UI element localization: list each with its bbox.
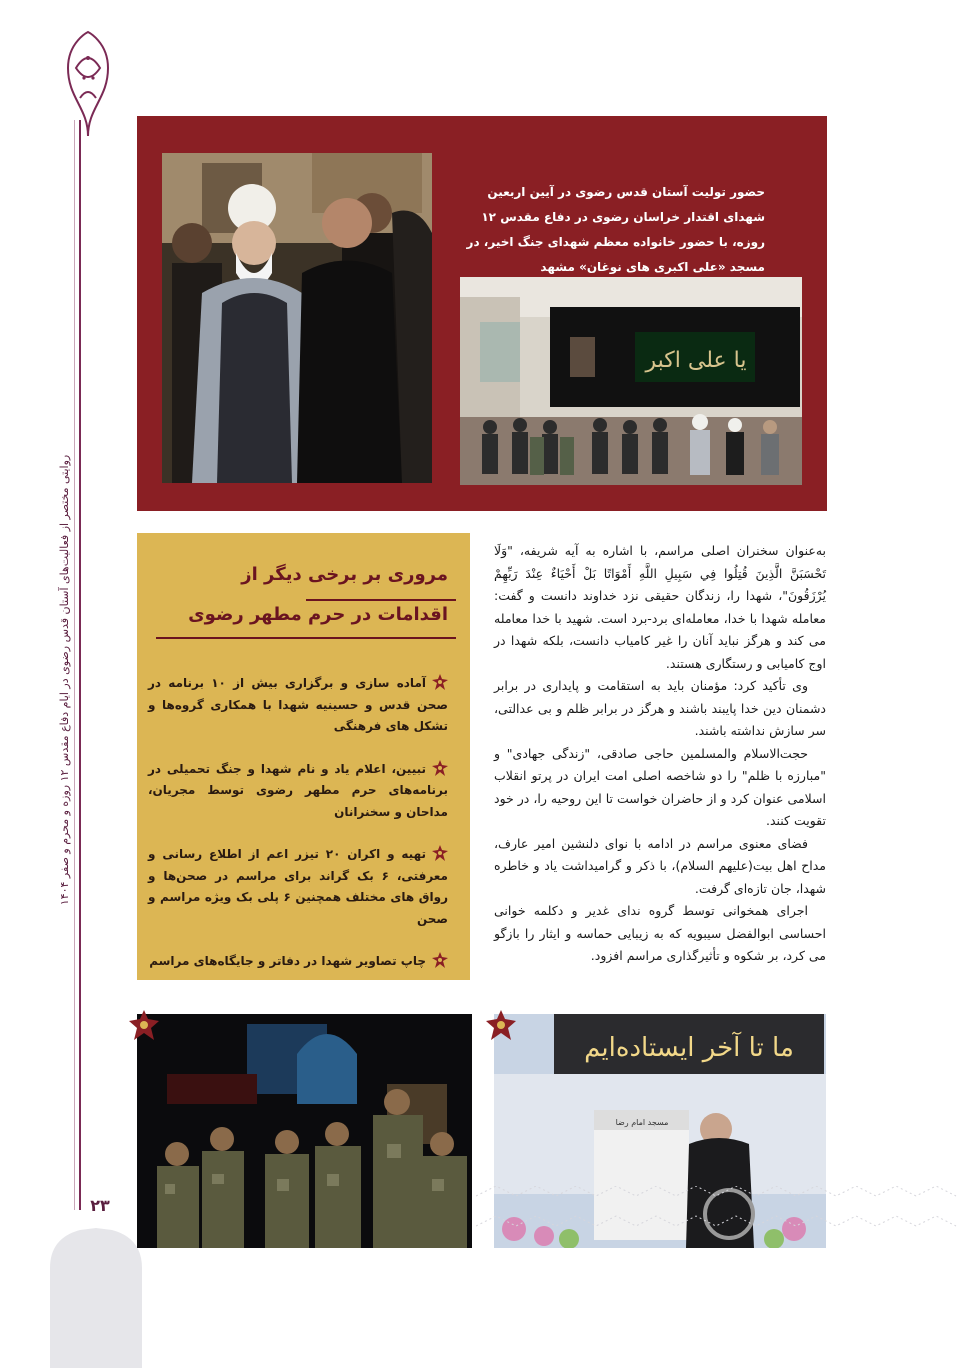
article-paragraph: به‌عنوان سخنران اصلی مراسم، با اشاره به آیه شریفه، "وَلَا تَحْسَبَنَّ الَّذِينَ قُتِلُوا فِي سَبِيلِ اللَّهِ أَمْوَاتًا بَلْ أَحْيَاءٌ عِنْدَ رَبِّهِمْ يُرْزَقُونَ"، شهدا را، زندگان حقیقی نزد خداوند دانست و گفت: معامله شهدا با خدا، معامله‌ای برد-برد است. شهید با خدا معامله می کند و هرگز نباید آنان را غیر کامیاب دانست، بلکه شهدا در اوج کامیابی و رستگاری هستند. (494, 543, 826, 671)
list-item: تهیه و اکران ۲۰ تیزر اعم از اطلاع رسانی و معرفتی، ۶ بک گراند برای مراسم در صحن‌ها و رواق های مختلف همچنین ۶ پلی بک ویژه مراسم و صحن (148, 847, 448, 926)
decorative-dot-pattern (476, 1186, 966, 1248)
article-paragraph: حجت‌الاسلام والمسلمین حاجی صادقی، "زندگی جهادی" و "مبارزه با ظلم" را دو شاخصه اصلی امت ایران در پرتو انقلاب اسلامی عنوان کرد و از حاضران خواست تا این روحیه را، در خود تقویت کنند. (494, 745, 826, 828)
list-item: آماده سازی و برگزاری بیش از ۱۰ برنامه در صحن قدس و حسینیه شهدا با همکاری گروه‌ها و تشکل های فرهنگی (148, 676, 448, 733)
article-paragraph: اجرای همخوانی توسط گروه ندای غدیر و دکلمه خوانی احساسی ابوالفضل سیبویه که به زیبایی حماسه و ایثار را بازگو می کرد، بر شکوه و تأثیرگذاری مراسم افزود. (494, 903, 826, 963)
running-title: روایتی مختصر از فعالیت‌های آستان قدس رضوی در ایام دفاع مقدس ۱۲ روزه و محرم و صفر ۱۴۰۴ (58, 454, 71, 906)
side-ornament (0, 0, 110, 1366)
page-number: ۲۳ (90, 1196, 110, 1215)
article-body (494, 540, 826, 968)
publication-logo (62, 28, 114, 138)
side-rule (79, 120, 81, 1210)
gold-title-line1: مروری بر برخی دیگر از (241, 564, 448, 585)
speaker-banner-text: ما تا آخر ایستاده‌ایم (584, 1033, 794, 1063)
corner-flower-icon (129, 1010, 159, 1040)
page-tab-shape (50, 1228, 142, 1368)
photo-mosque-ceremony (460, 277, 802, 485)
article-paragraph: فضای معنوی مراسم در ادامه با نوای دلنشین امیر عارف، مداح اهل بیت(علیهم السلام)، با ذکر و گرامیداشت یاد و خاطره شهدا، جان تازه‌ای گرفت. (494, 835, 826, 896)
gold-summary-box (137, 533, 470, 980)
article-paragraph: وی تأکید کرد: مؤمنان باید به استقامت و پایداری در برابر دشمنان دین خدا پایبند باشند و هرگز در برابر ظلم و بی عدالتی، سر سازش نداشته باشند. (494, 678, 826, 738)
photo-soldiers-night (137, 1014, 472, 1248)
lectern-label: مسجد امام رضا (615, 1118, 669, 1127)
photo-cleric-greeting (162, 153, 432, 483)
gold-title-line2: اقدامات در حرم مطهر رضوی (188, 604, 448, 625)
list-item: تبیین، اعلام یاد و نام شهدا و جنگ تحمیلی در برنامه‌های حرم مطهر رضوی توسط مجریان، مداحان و سخنرانان (148, 761, 448, 819)
title-underline (156, 637, 456, 639)
title-underline (306, 599, 456, 601)
flower-bullet-icon (432, 760, 448, 776)
corner-flower-icon (486, 1010, 516, 1040)
flower-bullet-icon (432, 674, 448, 690)
list-item: چاپ تصاویر شهدا در دفاتر و جایگاه‌های مراسم (148, 951, 448, 973)
top-photo-caption: حضور تولیت آستان قدس رضوی در آیین اربعین شهدای اقتدار خراسان رضوی در دفاع مقدس ۱۲ روزه، با حضور خانواده معظم شهدای جنگ اخیر، در مسجد «علی اکبری های نوغان» مشهد (466, 185, 765, 274)
gold-box-title (148, 555, 448, 635)
flower-bullet-icon (432, 845, 448, 861)
flower-bullet-icon (432, 952, 448, 968)
mosque-banner-text: یا علی اکبر (645, 348, 747, 373)
bullet-list (148, 673, 448, 994)
